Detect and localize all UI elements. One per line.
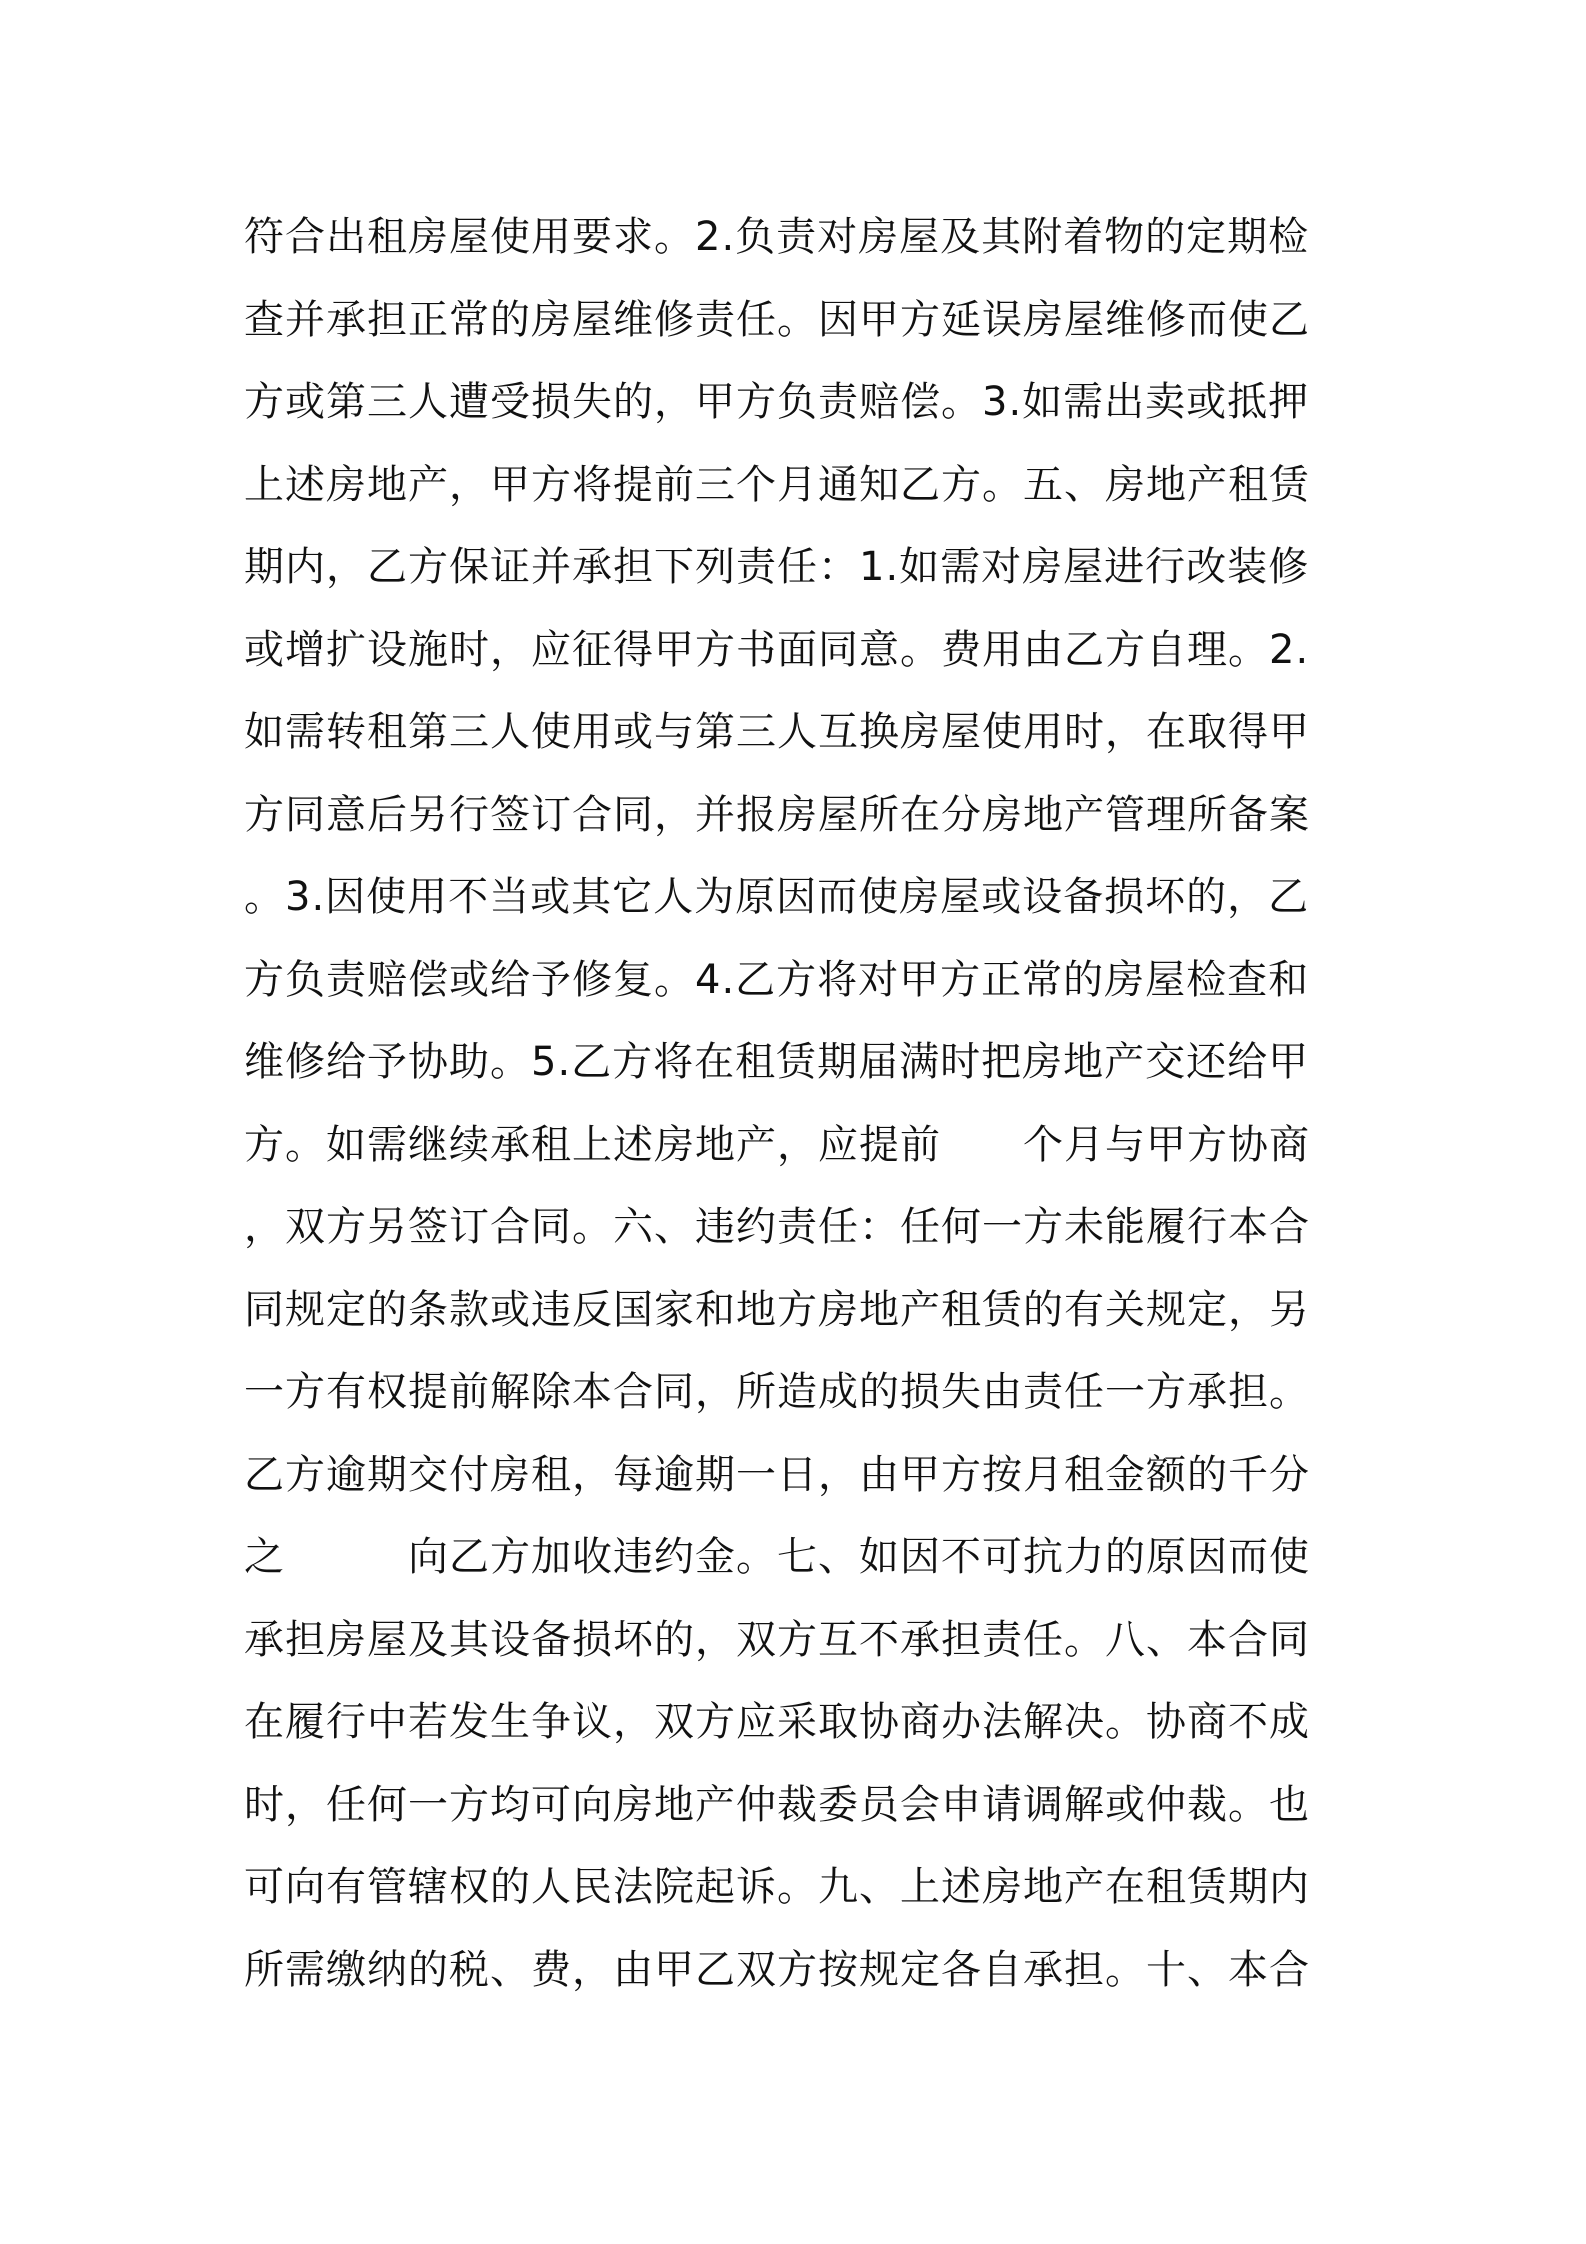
text-line: 同规定的条款或违反国家和地方房地产租赁的有关规定，另 [244, 1286, 1310, 1333]
text-line: 时，任何一方均可向房地产仲裁委员会申请调解或仲裁。也 [244, 1781, 1310, 1828]
text-line: 维修给予协助。5.乙方将在租赁期届满时把房地产交还给甲 [244, 1039, 1310, 1085]
text-line: 查并承担正常的房屋维修责任。因甲方延误房屋维修而使乙 [244, 296, 1310, 343]
text-line: 在履行中若发生争议，双方应采取协商办法解决。协商不成 [244, 1699, 1310, 1745]
text-line: 或增扩设施时，应征得甲方书面同意。费用由乙方自理。2. [244, 626, 1310, 673]
contract-body-text [244, 196, 1364, 2011]
text-line: 之 向乙方加收违约金。七、如因不可抗力的原因而使 [244, 1534, 1310, 1580]
text-line: ，双方另签订合同。六、违约责任：任何一方未能履行本合 [244, 1204, 1310, 1250]
text-line: 乙方逾期交付房租，每逾期一日，由甲方按月租金额的千分 [244, 1451, 1310, 1498]
text-line: 方。如需继续承租上述房地产，应提前 个月与甲方协商 [244, 1121, 1310, 1168]
text-line: 所需缴纳的税、费，由甲乙双方按规定各自承担。十、本合 [244, 1946, 1310, 1993]
text-line: 方负责赔偿或给予修复。4.乙方将对甲方正常的房屋检查和 [244, 956, 1310, 1003]
text-line: 如需转租第三人使用或与第三人互换房屋使用时，在取得甲 [244, 709, 1310, 755]
text-line: 方或第三人遭受损失的，甲方负责赔偿。3.如需出卖或抵押 [244, 379, 1310, 425]
text-line: 符合出租房屋使用要求。2.负责对房屋及其附着物的定期检 [244, 214, 1310, 260]
text-line: 上述房地产，甲方将提前三个月通知乙方。五、房地产租赁 [244, 461, 1310, 508]
text-line: 一方有权提前解除本合同，所造成的损失由责任一方承担。 [244, 1369, 1310, 1415]
text-line: 可向有管辖权的人民法院起诉。九、上述房地产在租赁期内 [244, 1864, 1310, 1910]
text-line: 承担房屋及其设备损坏的，双方互不承担责任。八、本合同 [244, 1616, 1310, 1663]
text-line: 方同意后另行签订合同，并报房屋所在分房地产管理所备案 [244, 791, 1310, 838]
text-line: 期内，乙方保证并承担下列责任：1.如需对房屋进行改装修 [244, 544, 1310, 590]
text-line: 。3.因使用不当或其它人为原因而使房屋或设备损坏的，乙 [244, 874, 1310, 920]
